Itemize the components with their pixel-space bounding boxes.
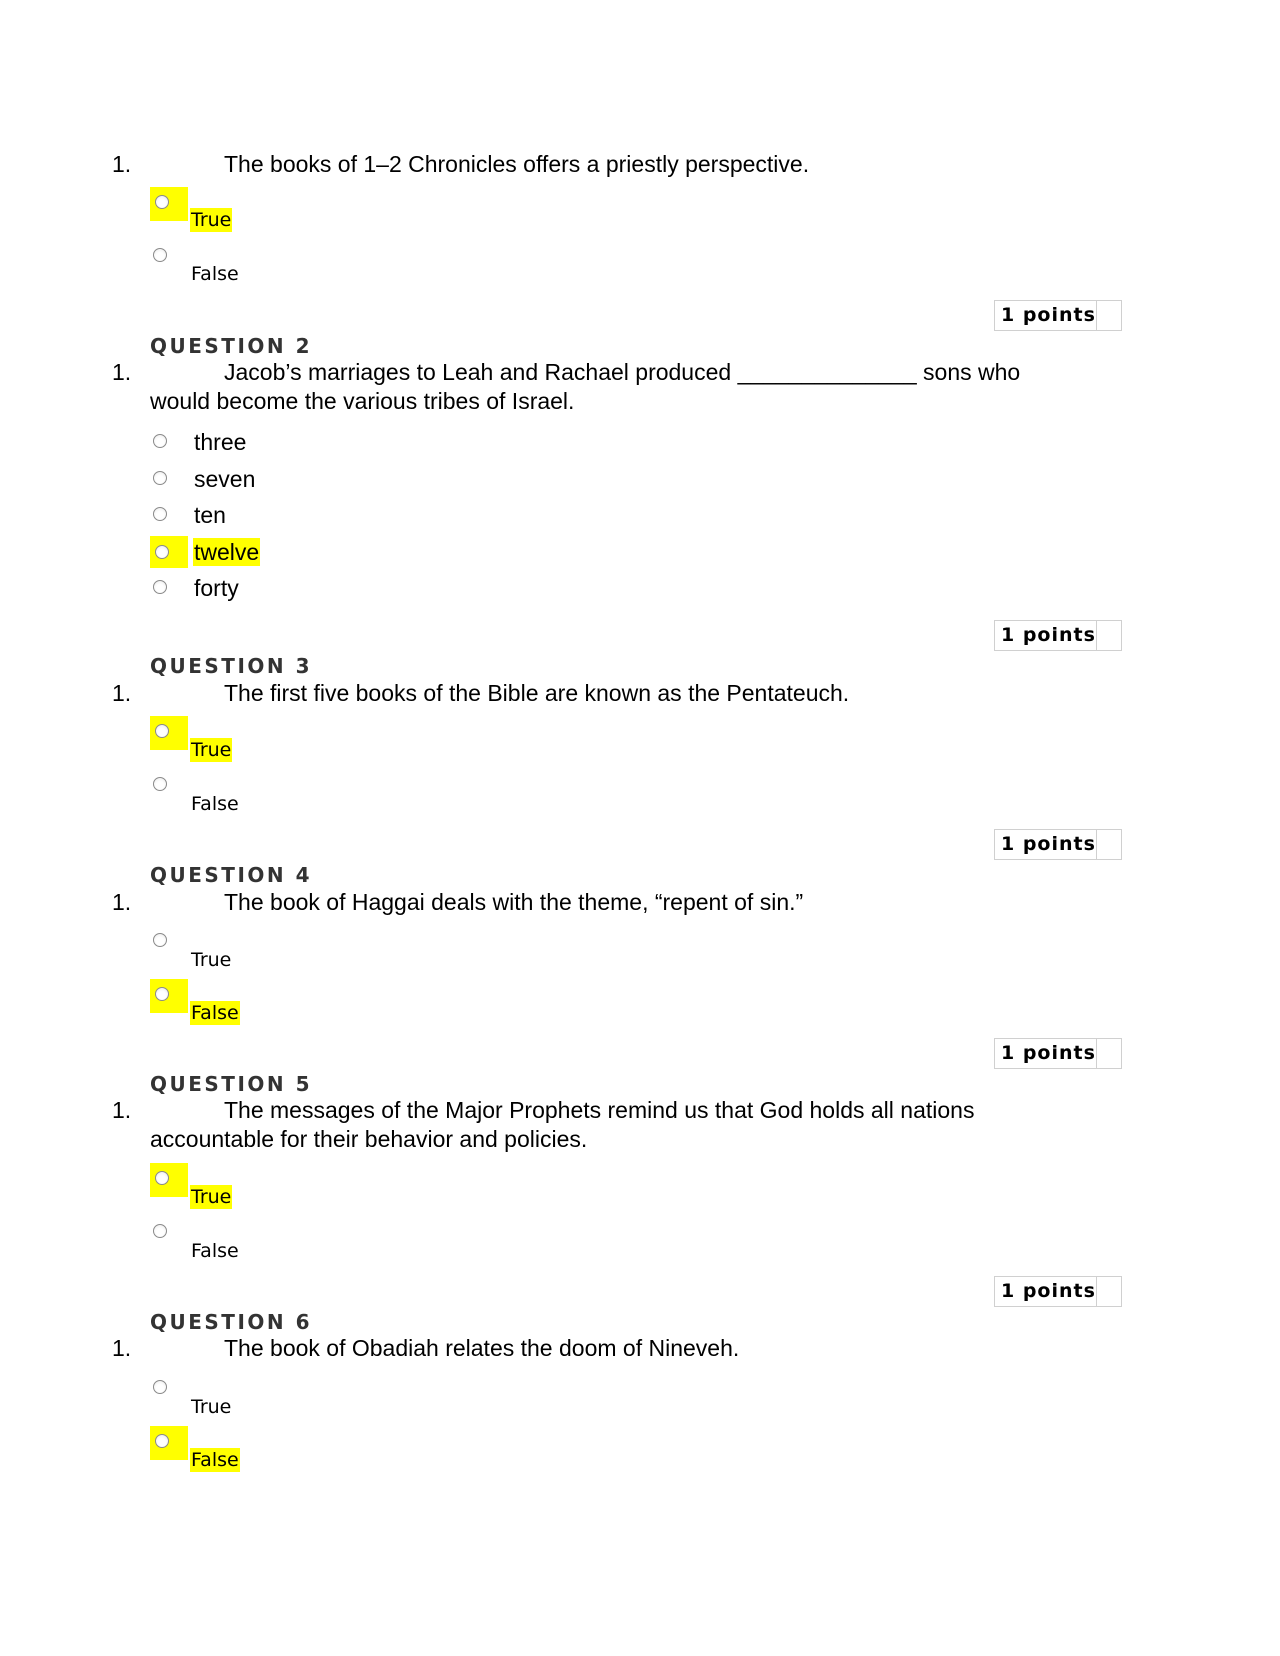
option-label-q2-ten: ten [194, 502, 226, 528]
radio-q6-false-highlight [150, 1426, 188, 1460]
radio-q5-true-highlight [150, 1163, 188, 1197]
radio-q6-true[interactable] [153, 1380, 167, 1394]
question-prompt: The first five books of the Bible are known as the Pentateuch. [224, 680, 850, 706]
option-label-q2-forty: forty [194, 575, 239, 601]
question-4-text [112, 888, 1092, 917]
option-label-q4-false: False [191, 1002, 239, 1024]
question-prompt-line1: Jacob’s marriages to Leah and Rachael produced ______________ sons who [224, 359, 1021, 385]
question-number: 1. [112, 889, 132, 915]
radio-q3-true-highlight [150, 716, 188, 750]
option-label-q3-true: True [191, 739, 232, 761]
option-label-q3-false: False [191, 793, 239, 815]
points-label: 1 points [1001, 304, 1096, 326]
points-box-q5 [994, 1276, 1122, 1307]
points-input[interactable] [1096, 1277, 1121, 1306]
question-number: 1. [112, 359, 132, 385]
points-label: 1 points [1001, 1280, 1096, 1302]
points-label: 1 points [1001, 833, 1096, 855]
points-box-q4 [994, 1038, 1122, 1069]
radio-q2-seven[interactable] [153, 471, 167, 485]
radio-q2-ten[interactable] [153, 507, 167, 521]
question-number: 1. [112, 151, 132, 177]
question-prompt: The book of Obadiah relates the doom of Nineveh. [224, 1335, 740, 1361]
radio-q4-true[interactable] [153, 933, 167, 947]
points-label: 1 points [1001, 624, 1096, 646]
radio-q2-twelve[interactable] [155, 545, 169, 559]
radio-q4-false-highlight [150, 979, 188, 1013]
radio-q1-false[interactable] [153, 248, 167, 262]
option-label-q2-seven: seven [194, 466, 256, 492]
question-prompt: The book of Haggai deals with the theme, “repent of sin.” [224, 889, 804, 915]
question-6-text [112, 1334, 1092, 1363]
radio-q2-forty[interactable] [153, 580, 167, 594]
radio-q1-true[interactable] [155, 195, 169, 209]
question-5-text [112, 1096, 1092, 1154]
radio-q6-false[interactable] [155, 1434, 169, 1448]
radio-q2-three[interactable] [153, 434, 167, 448]
radio-q1-true-highlight [150, 187, 188, 221]
option-label-q1-true: True [191, 209, 232, 231]
radio-q5-false[interactable] [153, 1224, 167, 1238]
points-label: 1 points [1001, 1042, 1096, 1064]
points-input[interactable] [1096, 830, 1121, 859]
option-label-q4-true: True [191, 949, 232, 971]
question-prompt: The books of 1–2 Chronicles offers a priestly perspective. [224, 151, 810, 177]
option-label-q6-false: False [191, 1449, 239, 1471]
option-label-q5-true: True [191, 1186, 232, 1208]
question-1-text [112, 150, 1092, 179]
points-input[interactable] [1096, 301, 1121, 330]
option-label-q1-false: False [191, 263, 239, 285]
question-prompt-line1: The messages of the Major Prophets remind us that God holds all nations [224, 1097, 975, 1123]
question-2-header: QUESTION 2 [150, 334, 313, 358]
question-4-header: QUESTION 4 [150, 863, 313, 887]
radio-q4-false[interactable] [155, 987, 169, 1001]
points-box-q3 [994, 829, 1122, 860]
question-number: 1. [112, 1097, 132, 1123]
question-prompt-line2: accountable for their behavior and policies. [150, 1126, 588, 1152]
question-3-text [112, 679, 1092, 708]
radio-q3-false[interactable] [153, 777, 167, 791]
points-input[interactable] [1096, 1039, 1121, 1068]
question-2-text [112, 358, 1092, 416]
option-label-q2-three: three [194, 429, 247, 455]
points-input[interactable] [1096, 621, 1121, 650]
option-label-q2-twelve: twelve [194, 539, 260, 565]
question-5-header: QUESTION 5 [150, 1072, 313, 1096]
radio-q2-twelve-highlight [150, 536, 188, 568]
points-box-q2 [994, 620, 1122, 651]
question-number: 1. [112, 1335, 132, 1361]
radio-q3-true[interactable] [155, 724, 169, 738]
option-label-q6-true: True [191, 1396, 232, 1418]
question-number: 1. [112, 680, 132, 706]
question-3-header: QUESTION 3 [150, 654, 313, 678]
question-prompt-line2: would become the various tribes of Israel. [150, 388, 575, 414]
question-6-header: QUESTION 6 [150, 1310, 313, 1334]
option-label-q5-false: False [191, 1240, 239, 1262]
radio-q5-true[interactable] [155, 1171, 169, 1185]
points-box-q1 [994, 300, 1122, 331]
